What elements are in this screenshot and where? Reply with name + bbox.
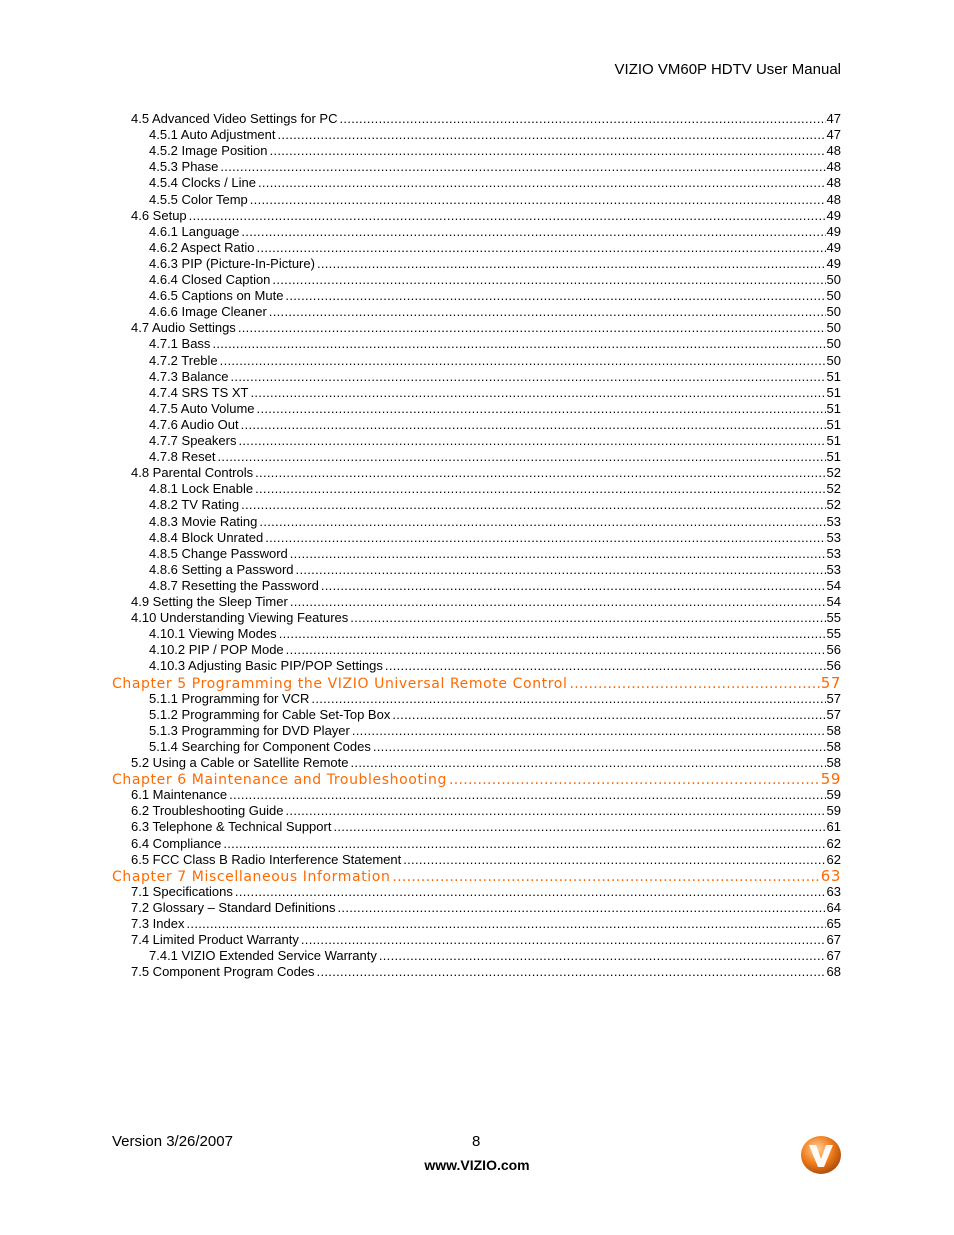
toc-entry-page: 55 [826,626,841,641]
toc-entry[interactable] [131,852,841,868]
toc-entry[interactable] [149,642,841,658]
toc-entry-page: 53 [826,546,841,561]
toc-entry-label: 4.10.3 Adjusting Basic PIP/POP Settings [149,658,383,673]
toc-entry-label: 4.7.5 Auto Volume [149,401,255,416]
toc-entry-page: 53 [826,562,841,577]
toc-entry-page: 55 [826,610,841,625]
toc-leader-dots [223,836,825,852]
toc-entry[interactable] [131,964,841,980]
toc-chapter-entry[interactable] [112,675,841,691]
toc-leader-dots [317,256,826,272]
toc-entry-label: 4.5.2 Image Position [149,143,268,158]
toc-entry-label: 4.6.3 PIP (Picture-In-Picture) [149,256,315,271]
toc-entry-label: Chapter 5 Programming the VIZIO Universal Remote Control [112,676,568,692]
toc-entry-label: 4.5 Advanced Video Settings for PC [131,111,338,126]
toc-leader-dots [269,304,826,320]
toc-entry-page: 51 [826,449,841,464]
toc-entry-label: 4.10.2 PIP / POP Mode [149,642,284,657]
toc-entry-page: 51 [826,401,841,416]
toc-entry[interactable] [131,320,841,336]
toc-chapter-entry[interactable] [112,771,841,787]
toc-entry[interactable] [149,192,841,208]
toc-entry-page: 58 [826,755,841,770]
toc-entry[interactable] [131,884,841,900]
toc-entry-page: 51 [826,385,841,400]
toc-leader-dots [317,964,826,980]
toc-entry-label: 4.8.6 Setting a Password [149,562,294,577]
toc-entry-page: 48 [826,192,841,207]
toc-entry[interactable] [149,691,841,707]
toc-entry[interactable] [149,739,841,755]
toc-entry[interactable] [149,707,841,723]
toc-entry-label: 4.9 Setting the Sleep Timer [131,594,288,609]
toc-entry[interactable] [149,481,841,497]
toc-entry-page: 52 [826,465,841,480]
toc-entry-label: 4.8.4 Block Unrated [149,530,264,545]
toc-entry[interactable] [149,159,841,175]
toc-entry-page: 64 [826,900,841,915]
toc-leader-dots [250,192,826,208]
toc-entry-page: 67 [826,948,841,963]
toc-entry-label: 4.6.1 Language [149,224,240,239]
toc-leader-dots [189,208,826,224]
toc-entry[interactable] [131,610,841,626]
toc-entry-page: 50 [826,353,841,368]
toc-entry-label: 4.10 Understanding Viewing Features [131,610,349,625]
toc-leader-dots [235,884,826,900]
toc-entry[interactable] [131,465,841,481]
toc-entry-label: 4.8.3 Movie Rating [149,514,258,529]
toc-leader-dots [241,224,825,240]
toc-entry[interactable] [149,948,841,964]
toc-leader-dots [339,111,825,127]
toc-leader-dots [311,691,825,707]
toc-leader-dots [220,353,826,369]
toc-entry-page: 56 [826,642,841,657]
toc-entry-page: 58 [826,739,841,754]
toc-entry[interactable] [149,256,841,272]
toc-entry-page: 50 [826,304,841,319]
toc-entry-page: 54 [826,594,841,609]
toc-entry[interactable] [149,127,841,143]
toc-leader-dots [220,159,825,175]
toc-leader-dots [238,320,826,336]
toc-entry-page: 53 [826,514,841,529]
toc-leader-dots [385,658,826,674]
toc-leader-dots [279,626,826,642]
toc-entry[interactable] [149,626,841,642]
toc-entry-label: 4.5.4 Clocks / Line [149,175,256,190]
toc-entry-page: 63 [826,884,841,899]
toc-entry[interactable] [149,562,841,578]
toc-entry-label: 4.7.6 Audio Out [149,417,239,432]
toc-entry[interactable] [149,353,841,369]
footer-page-number: 8 [472,1133,481,1150]
toc-leader-dots [338,900,826,916]
toc-leader-dots [301,932,826,948]
toc-entry-label: 7.2 Glossary – Standard Definitions [131,900,336,915]
manual-title: VIZIO VM60P HDTV User Manual [614,61,841,78]
toc-entry-page: 56 [826,658,841,673]
toc-entry-label: 7.5 Component Program Codes [131,964,315,979]
toc-entry-page: 47 [826,111,841,126]
toc-entry-page: 59 [826,803,841,818]
toc-entry-page: 52 [826,497,841,512]
toc-chapter-entry[interactable] [112,868,841,884]
toc-entry[interactable] [149,401,841,417]
toc-leader-dots [333,819,825,835]
toc-entry[interactable] [149,272,841,288]
toc-entry[interactable] [149,658,841,674]
toc-entry-page: 62 [826,836,841,851]
toc-entry-label: 6.1 Maintenance [131,787,228,802]
toc-entry-page: 48 [826,159,841,174]
toc-entry-page: 63 [820,867,841,885]
toc-entry[interactable] [149,723,841,739]
toc-leader-dots [449,772,820,788]
toc-leader-dots [350,610,825,626]
toc-entry-label: 4.10.1 Viewing Modes [149,626,277,641]
toc-leader-dots [285,288,825,304]
toc-entry-label: 4.7.8 Reset [149,449,216,464]
toc-entry-page: 61 [826,819,841,834]
toc-leader-dots [392,707,825,723]
toc-entry-label: 5.1.3 Programming for DVD Player [149,723,350,738]
toc-leader-dots [255,481,825,497]
toc-entry-page: 65 [826,916,841,931]
toc-entry-page: 59 [820,770,841,788]
toc-entry-page: 57 [826,691,841,706]
toc-leader-dots [392,869,819,885]
toc-leader-dots [258,175,826,191]
toc-entry-page: 67 [826,932,841,947]
toc-entry-page: 53 [826,530,841,545]
toc-leader-dots [241,497,825,513]
footer-url: www.VIZIO.com [424,1157,530,1173]
toc-leader-dots [379,948,826,964]
toc-entry-page: 48 [826,143,841,158]
toc-entry-label: 7.4 Limited Product Warranty [131,932,299,947]
toc-entry-label: 4.7.7 Speakers [149,433,237,448]
toc-leader-dots [257,401,826,417]
toc-entry-page: 52 [826,481,841,496]
toc-leader-dots [265,530,825,546]
toc-entry[interactable] [131,916,841,932]
toc-entry-page: 59 [826,787,841,802]
toc-entry-page: 50 [826,336,841,351]
toc-entry-page: 50 [826,272,841,287]
toc-entry-label: 7.1 Specifications [131,884,233,899]
toc-entry-label: 4.6.5 Captions on Mute [149,288,284,303]
toc-leader-dots [296,562,826,578]
toc-entry-page: 48 [826,175,841,190]
toc-entry[interactable] [149,288,841,304]
toc-entry[interactable] [149,433,841,449]
toc-entry-label: 5.1.4 Searching for Component Codes [149,739,371,754]
toc-leader-dots [257,240,826,256]
toc-entry-label: 4.7.3 Balance [149,369,229,384]
toc-entry-page: 49 [826,240,841,255]
toc-entry-label: 4.5.5 Color Temp [149,192,248,207]
toc-entry-label: 4.6 Setup [131,208,187,223]
toc-entry[interactable] [149,336,841,352]
toc-entry-page: 50 [826,288,841,303]
toc-leader-dots [569,676,819,692]
vizio-v-logo-icon [800,1135,842,1175]
toc-leader-dots [259,514,825,530]
toc-leader-dots [218,449,826,465]
toc-entry-page: 50 [826,320,841,335]
toc-entry-label: 4.5.1 Auto Adjustment [149,127,276,142]
toc-entry-page: 47 [826,127,841,142]
toc-leader-dots [241,417,826,433]
toc-entry[interactable] [149,514,841,530]
toc-leader-dots [187,916,826,932]
toc-entry-page: 49 [826,224,841,239]
toc-entry[interactable] [131,594,841,610]
toc-entry-label: 5.2 Using a Cable or Satellite Remote [131,755,349,770]
toc-entry[interactable] [131,932,841,948]
toc-entry[interactable] [149,175,841,191]
toc-leader-dots [231,369,826,385]
toc-leader-dots [351,755,826,771]
toc-entry-page: 58 [826,723,841,738]
toc-entry-label: 6.3 Telephone & Technical Support [131,819,332,834]
toc-entry-label: 5.1.2 Programming for Cable Set-Top Box [149,707,391,722]
toc-entry-page: 54 [826,578,841,593]
toc-entry[interactable] [131,208,841,224]
toc-entry-page: 68 [826,964,841,979]
toc-entry[interactable] [149,224,841,240]
toc-leader-dots [290,594,826,610]
toc-leader-dots [277,127,825,143]
toc-entry-label: 4.8.1 Lock Enable [149,481,254,496]
toc-entry-label: 4.8.7 Resetting the Password [149,578,319,593]
toc-entry-label: 4.7.2 Treble [149,353,218,368]
toc-entry[interactable] [131,111,841,127]
toc-entry[interactable] [149,578,841,594]
toc-leader-dots [290,546,826,562]
toc-leader-dots [212,336,825,352]
toc-leader-dots [272,272,825,288]
toc-entry-label: 4.7.4 SRS TS XT [149,385,249,400]
toc-entry[interactable] [131,836,841,852]
toc-entry[interactable] [131,787,841,803]
toc-entry-label: 4.8.5 Change Password [149,546,288,561]
toc-leader-dots [250,385,825,401]
toc-entry-label: 4.7.1 Bass [149,336,211,351]
footer-version: Version 3/26/2007 [112,1133,233,1150]
toc-entry-label: 6.2 Troubleshooting Guide [131,803,284,818]
toc-leader-dots [286,642,826,658]
toc-entry[interactable] [149,530,841,546]
toc-entry-label: Chapter 7 Miscellaneous Information [112,869,391,885]
toc-leader-dots [270,143,826,159]
toc-leader-dots [238,433,825,449]
toc-entry[interactable] [131,819,841,835]
toc-entry[interactable] [131,900,841,916]
toc-entry-label: 5.1.1 Programming for VCR [149,691,310,706]
toc-entry-label: 6.4 Compliance [131,836,222,851]
toc-entry-page: 57 [820,674,841,692]
toc-leader-dots [403,852,825,868]
toc-leader-dots [321,578,826,594]
toc-entry[interactable] [131,755,841,771]
toc-leader-dots [229,787,825,803]
toc-entry-label: 4.6.2 Aspect Ratio [149,240,255,255]
toc-entry-page: 51 [826,369,841,384]
toc-entry[interactable] [149,385,841,401]
toc-entry[interactable] [149,240,841,256]
toc-entry[interactable] [149,449,841,465]
toc-entry[interactable] [149,497,841,513]
toc-entry-label: 4.7 Audio Settings [131,320,236,335]
toc-leader-dots [255,465,825,481]
toc-entry-label: 4.6.6 Image Cleaner [149,304,267,319]
toc-entry[interactable] [149,304,841,320]
toc-entry-label: 6.5 FCC Class B Radio Interference Statement [131,852,402,867]
toc-entry-label: 7.3 Index [131,916,185,931]
toc-entry[interactable] [149,369,841,385]
toc-entry-label: 7.4.1 VIZIO Extended Service Warranty [149,948,377,963]
toc-entry[interactable] [149,143,841,159]
toc-entry-page: 51 [826,417,841,432]
toc-leader-dots [373,739,826,755]
toc-entry-page: 49 [826,208,841,223]
toc-entry[interactable] [149,417,841,433]
toc-entry-page: 57 [826,707,841,722]
toc-entry-label: 4.8.2 TV Rating [149,497,240,512]
toc-entry-label: 4.5.3 Phase [149,159,219,174]
toc-entry-page: 62 [826,852,841,867]
toc-entry-page: 51 [826,433,841,448]
toc-entry[interactable] [149,546,841,562]
toc-entry-page: 49 [826,256,841,271]
toc-entry-label: Chapter 6 Maintenance and Troubleshooting [112,772,447,788]
toc-entry-label: 4.8 Parental Controls [131,465,254,480]
toc-entry-label: 4.6.4 Closed Caption [149,272,271,287]
toc-leader-dots [352,723,826,739]
toc-leader-dots [286,803,826,819]
toc-entry[interactable] [131,803,841,819]
